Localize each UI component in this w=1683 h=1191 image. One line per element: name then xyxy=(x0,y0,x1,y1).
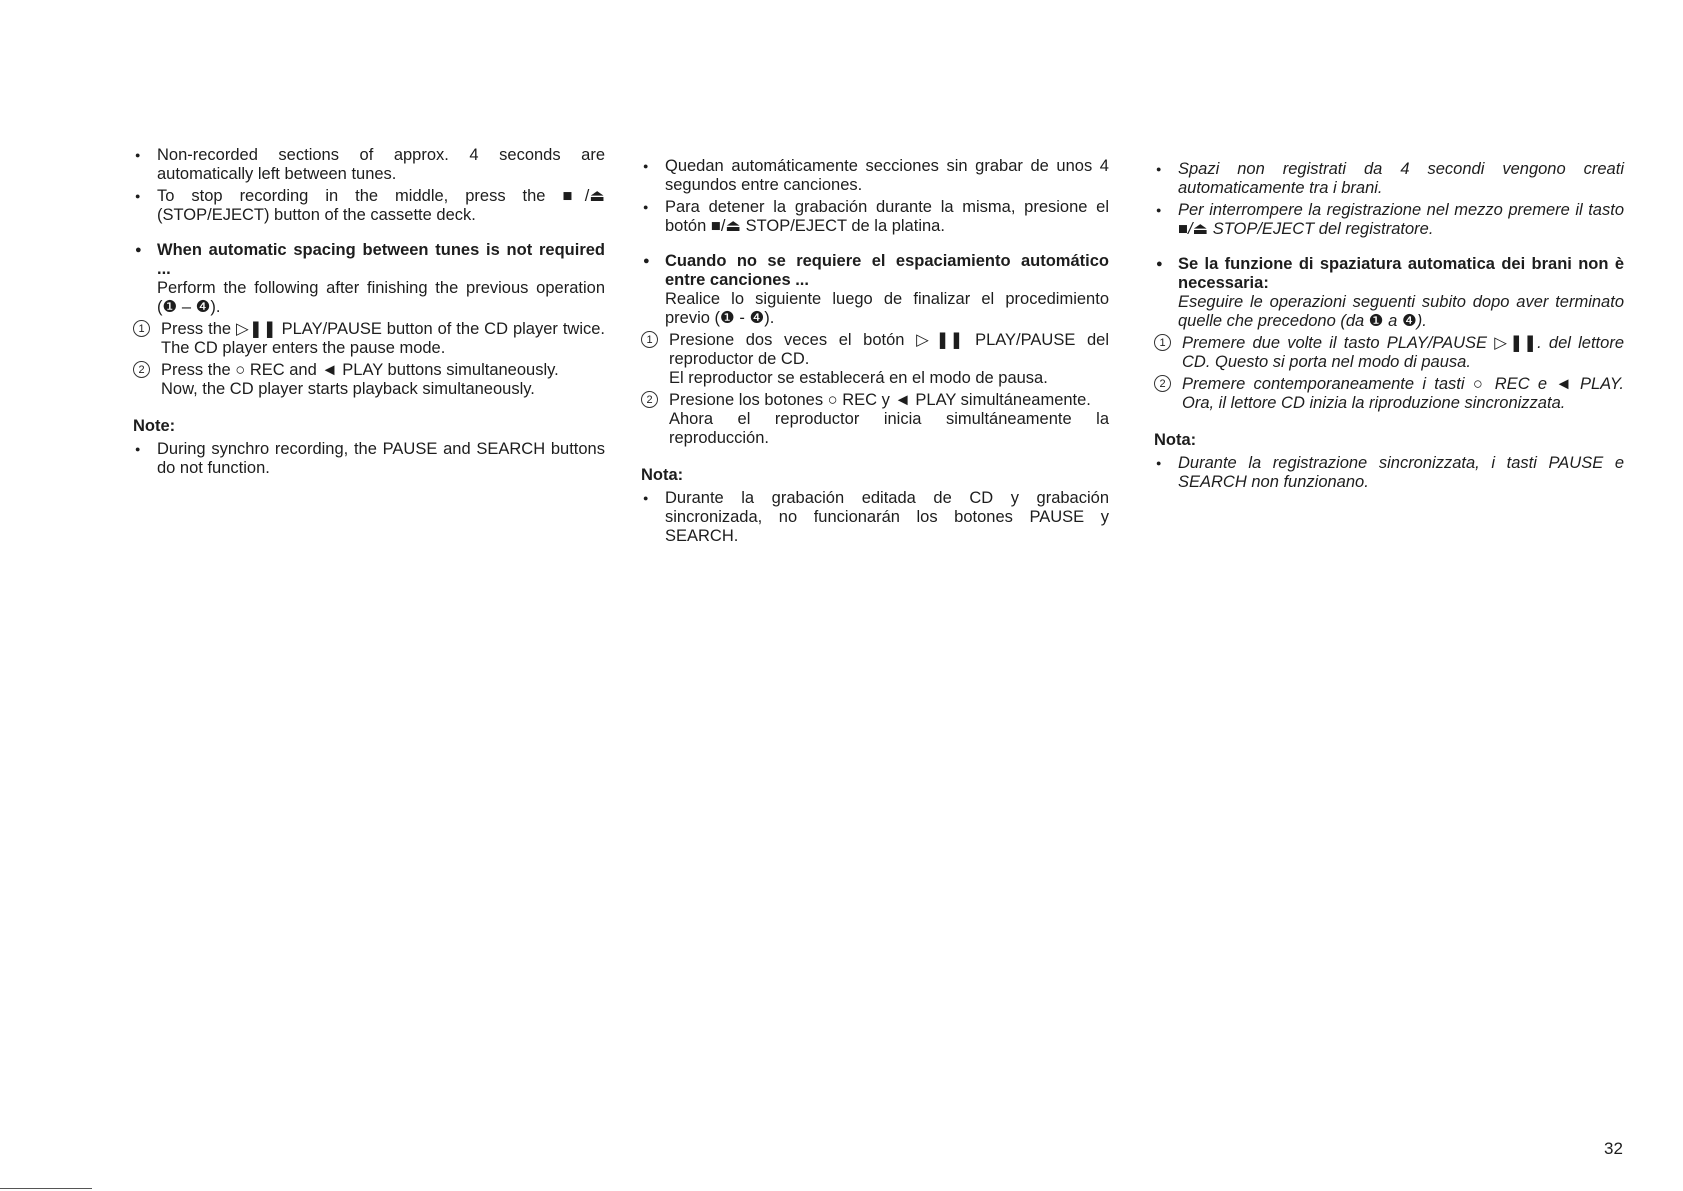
step-text: Premere contemporaneamente i tasti ○ REC e ◄ PLAY. Ora, il lettore CD inizia la riproduzione sincronizzata. xyxy=(1182,375,1624,412)
heading-text: Se la funzione di spaziatura automatica dei brani non è necessaria: xyxy=(1178,255,1624,292)
heading-intro: Perform the following after finishing the previous operation (❶ – ❹). xyxy=(157,279,605,316)
column-spanish xyxy=(641,157,1109,549)
page-number: 32 xyxy=(1604,1139,1623,1158)
section-heading xyxy=(1154,255,1624,331)
column-italian xyxy=(1154,160,1624,495)
step-item xyxy=(133,361,605,399)
bullet-item: ● Quedan automáticamente secciones sin grabar de unos 4 segundos entre canciones. xyxy=(641,157,1109,195)
step-item xyxy=(1154,375,1624,413)
heading-text: When automatic spacing between tunes is not required ... xyxy=(157,241,605,278)
bottom-rule xyxy=(0,1188,92,1189)
note-item: ● Durante la registrazione sincronizzata, i tasti PAUSE e SEARCH non funzionano. xyxy=(1154,454,1624,492)
step-item xyxy=(641,331,1109,388)
step-text: Press the ▷❚❚ PLAY/PAUSE button of the CD player twice. The CD player enters the pause mode. xyxy=(161,320,605,357)
step-number: 1 xyxy=(1154,334,1171,351)
section-heading xyxy=(133,241,605,317)
step-number: 2 xyxy=(641,391,658,408)
column-english xyxy=(133,146,605,481)
step-text: Presione dos veces el botón ▷❚❚ PLAY/PAUSE del reproductor de CD. xyxy=(669,331,1109,368)
step-extra: Now, the CD player starts playback simultaneously. xyxy=(161,380,535,398)
bullet-item: ● Non-recorded sections of approx. 4 seconds are automatically left between tunes. xyxy=(133,146,605,184)
step-number: 2 xyxy=(1154,375,1171,392)
step-number: 1 xyxy=(133,320,150,337)
heading-text: Cuando no se requiere el espaciamiento automático entre canciones ... xyxy=(665,252,1109,289)
note-title: Nota: xyxy=(1154,431,1197,449)
note-title: Note: xyxy=(133,417,176,435)
section-heading xyxy=(641,252,1109,328)
bullet-item: ● Spazi non registrati da 4 secondi vengono creati automaticamente tra i brani. xyxy=(1154,160,1624,198)
note-item: ● Durante la grabación editada de CD y grabación sincronizada, no funcionarán los botones PAUSE y SEARCH. xyxy=(641,489,1109,546)
note-item: ● During synchro recording, the PAUSE and SEARCH buttons do not function. xyxy=(133,440,605,478)
step-text: Presione los botones ○ REC y ◄ PLAY simultáneamente. xyxy=(669,391,1091,409)
heading-intro: Realice lo siguiente luego de finalizar el procedimiento previo (❶ - ❹). xyxy=(665,290,1109,327)
step-extra: Ahora el reproductor inicia simultáneamente la reproducción. xyxy=(669,410,1109,447)
bullet-item: ● To stop recording in the middle, press the ■/⏏ (STOP/EJECT) button of the cassette deck. xyxy=(133,187,605,225)
step-number: 2 xyxy=(133,361,150,378)
step-text: Premere due volte il tasto PLAY/PAUSE ▷❚❚. del lettore CD. Questo si porta nel modo di pausa. xyxy=(1182,334,1624,371)
step-item xyxy=(133,320,605,358)
step-extra: El reproductor se establecerá en el modo de pausa. xyxy=(669,369,1048,387)
bullet-item: ● Para detener la grabación durante la misma, presione el botón ■/⏏ STOP/EJECT de la platina. xyxy=(641,198,1109,236)
step-text: Press the ○ REC and ◄ PLAY buttons simultaneously. xyxy=(161,361,559,379)
step-number: 1 xyxy=(641,331,658,348)
heading-intro: Eseguire le operazioni seguenti subito dopo aver terminato quelle che precedono (da ❶ a ❹). xyxy=(1178,293,1624,330)
note-title: Nota: xyxy=(641,466,684,484)
bullet-item: ● Per interrompere la registrazione nel mezzo premere il tasto ■/⏏ STOP/EJECT del registratore. xyxy=(1154,201,1624,239)
step-item xyxy=(1154,334,1624,372)
step-item xyxy=(641,391,1109,448)
